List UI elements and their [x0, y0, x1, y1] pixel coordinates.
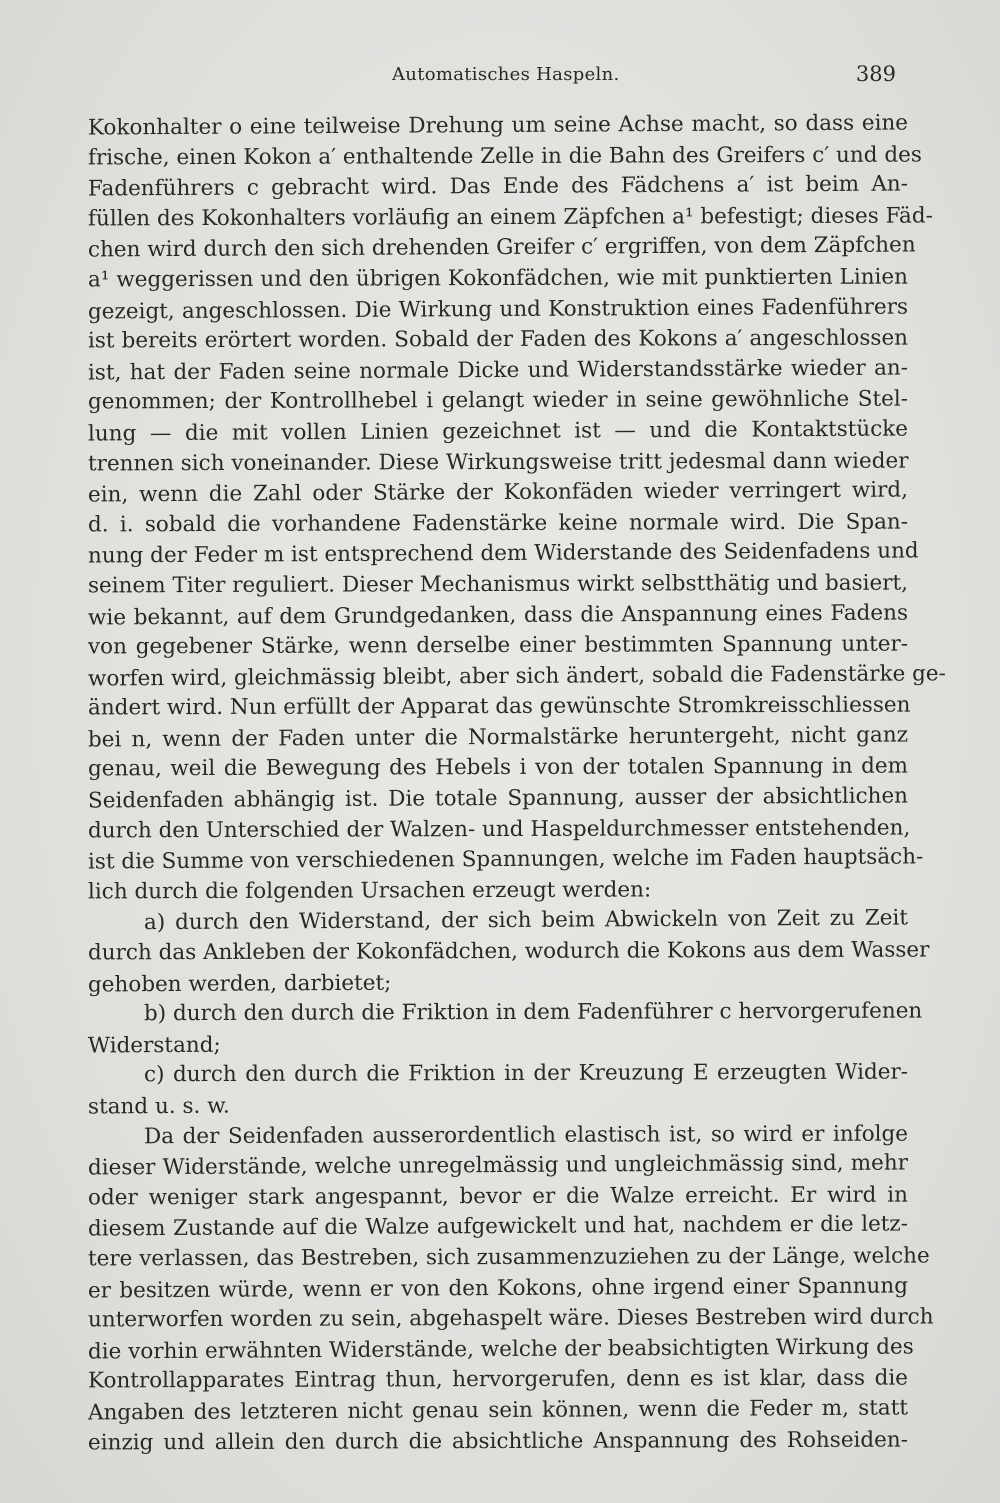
text-line: dieser Widerstände, welche unregelmässig und ungleichmässig sind, mehr — [87, 1150, 909, 1181]
text-line: a¹ weggerissen und den übrigen Kokonfädchen, wie mit punktierten Linien — [87, 264, 909, 293]
text-line: einzig und allein den durch die absichtliche Anspannung des Rohseiden- — [87, 1427, 909, 1455]
text-line: lich durch die folgenden Ursachen erzeugt werden: — [87, 877, 652, 905]
text-line: gezeigt, angeschlossen. Die Wirkung und Konstruktion eines Fadenführers — [87, 294, 909, 325]
text-line: füllen des Kokonhalters vorläufig an einem Zäpfchen a¹ befestigt; dieses Fäd- — [87, 203, 933, 232]
text-line: worfen wird, gleichmässig bleibt, aber sich ändert, sobald die Fadenstärke ge- — [87, 660, 946, 692]
text-line: bei n, wenn der Faden unter die Normalstärke heruntergeht, nicht ganz — [87, 722, 909, 753]
running-head — [92, 64, 904, 94]
text-line: wie bekannt, auf dem Grundgedanken, dass die Anspannung eines Fadens — [87, 599, 909, 631]
text-line: durch den Unterschied der Walzen- und Haspeldurchmesser entstehenden, — [87, 815, 911, 844]
page-number: 389 — [855, 62, 896, 86]
list-item-c: c) durch den durch die Friktion in der Kreuzung E erzeugten Wider- — [143, 1059, 909, 1088]
text-line: genommen; der Kontrollhebel i gelangt wieder in seine gewöhnliche Stel- — [87, 386, 909, 415]
text-line: lung — die mit vollen Linien gezeichnet ist — und die Kontaktstücke — [87, 416, 909, 447]
list-item-a: a) durch den Widerstand, der sich beim Abwickeln von Zeit zu Zeit — [143, 905, 909, 936]
text-line: ist bereits erörtert worden. Sobald der Faden des Kokons a′ angeschlossen — [87, 325, 909, 354]
text-line: Kokonhalter o eine teilweise Drehung um seine Achse macht, so dass eine — [87, 110, 909, 141]
text-line: von gegebener Stärke, wenn derselbe einer bestimmten Spannung unter- — [87, 631, 909, 660]
text-line: ist die Summe von verschiedenen Spannungen, welche im Faden hauptsäch- — [87, 844, 924, 875]
paragraph-start: Da der Seidenfaden ausserordentlich elastisch ist, so wird er infolge — [143, 1121, 909, 1149]
text-line: unterworfen worden zu sein, abgehaspelt wäre. Dieses Bestreben wird durch — [87, 1304, 934, 1333]
text-line: Fadenführers c gebracht wird. Das Ende des Fädchens a′ ist beim An- — [87, 171, 909, 202]
text-line: gehoben werden, darbietet; — [87, 970, 392, 998]
running-title: Automatisches Haspeln. — [392, 64, 620, 85]
text-line: Widerstand; — [87, 1032, 221, 1059]
text-line: frische, einen Kokon a′ enthaltende Zelle in die Bahn des Greifers c′ und des — [87, 142, 922, 171]
text-line: diesem Zustande auf die Walze aufgewickelt und hat, nachdem er die letz- — [87, 1211, 909, 1242]
text-line: genau, weil die Bewegung des Hebels i von der totalen Spannung in dem — [87, 754, 909, 782]
body-text — [87, 110, 946, 1457]
text-line: Seidenfaden abhängig ist. Die totale Spannung, ausser der absichtlichen — [87, 783, 909, 814]
text-line: oder weniger stark angespannt, bevor er die Walze erreicht. Er wird in — [87, 1182, 909, 1211]
text-line: ändert wird. Nun erfüllt der Apparat das gewünschte Stromkreisschliessen — [87, 692, 911, 721]
list-item-b: b) durch den durch die Friktion in dem Fadenführer c hervorgerufenen — [143, 998, 923, 1027]
text-line: durch das Ankleben der Kokonfädchen, wodurch die Kokons aus dem Wasser — [87, 937, 930, 966]
text-line: trennen sich voneinander. Diese Wirkungsweise tritt jedesmal dann wieder — [87, 448, 909, 476]
text-line: stand u. s. w. — [87, 1093, 230, 1120]
text-line: nung der Feder m ist entsprechend dem Widerstande des Seidenfadens und — [87, 538, 919, 569]
text-line: chen wird durch den sich drehenden Greifer c′ ergriffen, von dem Zäpfchen — [87, 232, 916, 263]
text-line: d. i. sobald die vorhandene Fadenstärke keine normale wird. Die Span- — [87, 509, 909, 538]
text-line: tere verlassen, das Bestreben, sich zusammenzuziehen zu der Länge, welche — [87, 1243, 930, 1272]
text-line: die vorhin erwähnten Widerstände, welche der beabsichtigten Wirkung des — [87, 1334, 914, 1365]
text-line: seinem Titer reguliert. Dieser Mechanismus wirkt selbstthätig und basiert, — [87, 570, 909, 599]
text-line: er besitzen würde, wenn er von den Kokons, ohne irgend einer Spannung — [87, 1273, 909, 1304]
text-line: ein, wenn die Zahl oder Stärke der Kokonfäden wieder verringert wird, — [87, 477, 909, 508]
text-line: Kontrollapparates Eintrag thun, hervorgerufen, denn es ist klar, dass die — [87, 1365, 909, 1394]
text-line: ist, hat der Faden seine normale Dicke und Widerstandsstärke wieder an- — [87, 355, 909, 386]
text-line: Angaben des letzteren nicht genau sein können, wenn die Feder m, statt — [87, 1395, 909, 1426]
